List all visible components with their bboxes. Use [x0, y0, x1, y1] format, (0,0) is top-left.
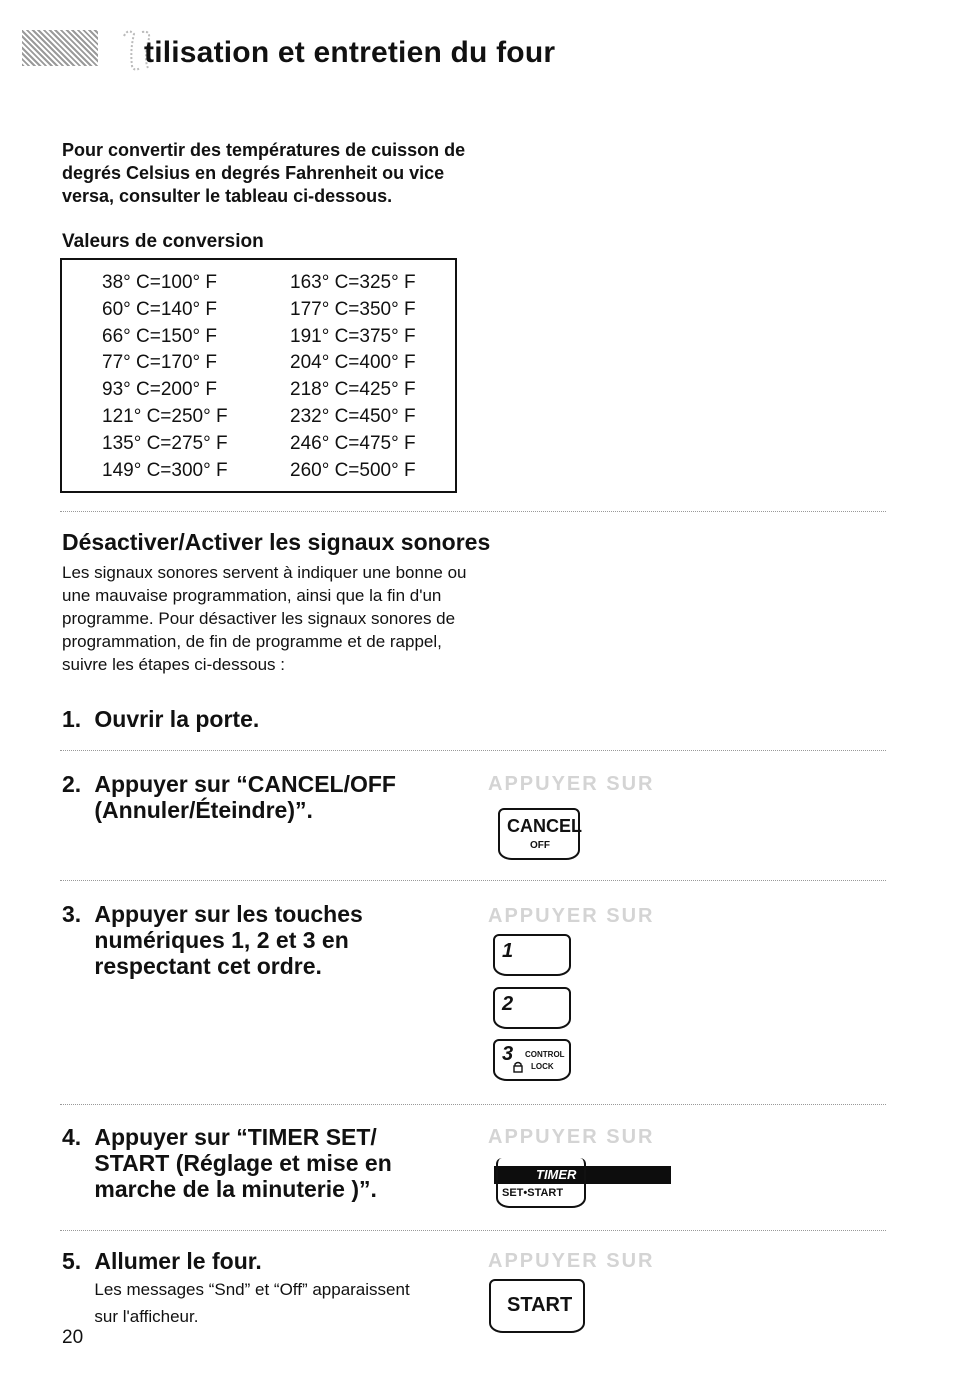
step-text-block	[94, 1248, 424, 1328]
step-4	[62, 1124, 424, 1202]
conversion-title: Valeurs de conversion	[62, 231, 264, 252]
conversion-column-right	[290, 270, 416, 484]
conversion-row: 163° C=325° F	[290, 272, 416, 293]
start-key[interactable]	[489, 1279, 585, 1333]
step-text: Appuyer sur “CANCEL/OFF (Annuler/Éteindre)”.	[94, 771, 396, 823]
step-text: Appuyer sur “TIMER SET/ START (Réglage et mise en marche de la minuterie )”.	[94, 1124, 392, 1202]
step-number: 1.	[62, 706, 82, 732]
start-key-label: START	[507, 1294, 573, 1316]
cancel-key-label: CANCEL	[507, 816, 582, 836]
conversion-row: 246° C=475° F	[290, 432, 416, 454]
step-text: Ouvrir la porte.	[94, 706, 260, 732]
page-number: 20	[62, 1327, 84, 1348]
conversion-row: 177° C=350° F	[290, 298, 416, 320]
divider	[60, 511, 886, 512]
section-title: Désactiver/Activer les signaux sonores	[62, 529, 491, 555]
conversion-row: 135° C=275° F	[102, 432, 228, 454]
divider	[60, 1230, 886, 1231]
conversion-table	[60, 258, 457, 493]
conversion-row: 149° C=300° F	[102, 459, 228, 481]
header-decoration	[22, 30, 98, 66]
step-3	[62, 901, 394, 979]
conversion-row: 77° C=170° F	[102, 352, 218, 374]
timer-label: TIMER	[536, 1167, 577, 1182]
conversion-row: 260° C=500° F	[290, 459, 416, 481]
off-key-label: OFF	[530, 840, 550, 851]
divider	[60, 880, 886, 881]
key-1[interactable]	[493, 934, 571, 976]
step-number: 2.	[62, 771, 82, 797]
conversion-row: 191° C=375° F	[290, 325, 416, 347]
section-body: Les signaux sonores servent à indiquer une bonne ou une mauvaise programmation, ainsi que la fin d'un programme. Pour désactiver les signaux sonores de programmation, de fin de programme et de rappel, suivre les étapes ci-dessous :	[62, 563, 467, 674]
key-3-label: 3	[502, 1043, 514, 1065]
divider	[60, 1104, 886, 1105]
step-subtext: Les messages “Snd” et “Off” apparaissent sur l'afficheur.	[94, 1280, 410, 1326]
cancel-off-key[interactable]	[498, 808, 580, 860]
conversion-row: 38° C=100° F	[102, 272, 218, 293]
appuyer-label: APPUYER SUR	[488, 905, 655, 927]
step-text: Appuyer sur les touches numériques 1, 2 et 3 en respectant cet ordre.	[94, 901, 363, 979]
conversion-column-left	[102, 270, 228, 484]
conversion-row: 218° C=425° F	[290, 379, 416, 401]
control-label: CONTROL	[525, 1050, 565, 1059]
key-3-control-lock[interactable]	[493, 1039, 571, 1081]
conversion-row: 93° C=200° F	[102, 379, 218, 401]
set-start-label: SET•START	[502, 1187, 564, 1199]
appuyer-label: APPUYER SUR	[488, 773, 655, 795]
conversion-row: 232° C=450° F	[290, 405, 416, 427]
conversion-row: 66° C=150° F	[102, 325, 218, 347]
key-2[interactable]	[493, 987, 571, 1029]
step-number: 4.	[62, 1124, 82, 1150]
step-1	[62, 706, 259, 732]
step-2	[62, 771, 424, 823]
step-number: 3.	[62, 901, 82, 927]
intro-paragraph: Pour convertir des températures de cuisson de degrés Celsius en degrés Fahrenheit ou vice versa, consulter le tableau ci-dessous.	[62, 140, 466, 206]
key-2-label: 2	[502, 993, 514, 1015]
lock-label: LOCK	[531, 1062, 554, 1071]
lock-icon	[513, 1061, 523, 1073]
step-number: 5.	[62, 1248, 82, 1274]
conversion-row: 60° C=140° F	[102, 298, 218, 320]
step-5	[62, 1248, 424, 1328]
divider	[60, 750, 886, 751]
appuyer-label: APPUYER SUR	[488, 1250, 655, 1272]
key-1-label: 1	[502, 940, 514, 962]
timer-set-start-key[interactable]	[496, 1158, 586, 1208]
page-title: tilisation et entretien du four	[144, 36, 556, 69]
conversion-row: 121° C=250° F	[102, 405, 228, 427]
step-text: Allumer le four.	[94, 1248, 262, 1274]
conversion-row: 204° C=400° F	[290, 352, 416, 374]
appuyer-label: APPUYER SUR	[488, 1126, 655, 1148]
